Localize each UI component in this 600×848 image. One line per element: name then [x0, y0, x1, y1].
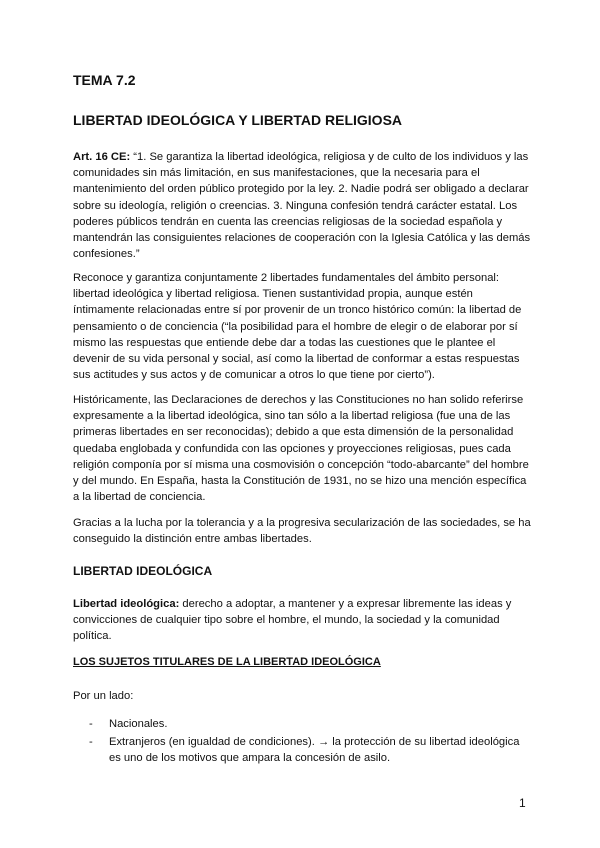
subsection-title: LIBERTAD IDEOLÓGICA [73, 564, 213, 578]
dash-bullet: - [89, 718, 93, 730]
paragraph-recognition: Reconoce y garantiza conjuntamente 2 libertades fundamentales del ámbito personal: libertad ideológica y libertad religiosa. Tienen sustantividad propia, aunque estén íntimamente relacionadas entre sí por provenir de un tronco histórico común: la libertad de pensamiento o de conciencia (“la posibilidad para el hombre de elegir o de elaborar por sí mismo las respuestas que entiende debe dar a todas las cuestiones que le plantee el devenir de su vida personal y social, así como la libertad de conformar a estas respuestas sus actitudes y sus actos y de comunicar a otros lo que tiene por cierto”). [73, 272, 522, 382]
list-item [73, 734, 531, 766]
dash-bullet: - [89, 736, 93, 749]
list-item-text: Extranjeros (en igualdad de condiciones). → la protección de su libertad ideológica es uno de los motivos que ampara la concesión de asilo. [109, 736, 520, 765]
paragraph-history: Históricamente, las Declaraciones de derechos y las Constituciones no han solido referirse expresamente a la libertad ideológica, sino tan sólo a la libertad religiosa (fue una de las primeras libertades en ser reconocidas); debido a que esta dimensión de la personalidad quedaba englobada y confundida con las opciones y proyecciones religiosas, pues cada religión componía por sí misma una cosmovisión o concepción “todo-abarcante” del hombre y del mundo. En España, hasta la Constitución de 1931, no se hizo una mención específica a la libertad de conciencia. [73, 394, 529, 504]
subjects-list [73, 716, 531, 767]
paragraph-distinction: Gracias a la lucha por la tolerancia y a la progresiva secularización de las sociedades, se ha conseguido la distinción entre ambas libertades. [73, 517, 531, 546]
article-paragraph [73, 149, 531, 262]
page-number: 1 [519, 796, 526, 810]
list-item [73, 716, 531, 732]
subjects-heading: LOS SUJETOS TITULARES DE LA LIBERTAD IDEOLÓGICA [73, 656, 381, 668]
definition-paragraph [73, 596, 531, 645]
section-title: LIBERTAD IDEOLÓGICA Y LIBERTAD RELIGIOSA [73, 112, 403, 128]
intro-line: Por un lado: [73, 690, 134, 702]
definition-text: derecho a adoptar, a mantener y a expresar libremente las ideas y convicciones de cualquier tipo sobre el hombre, el mundo, la sociedad y la comunidad política. [73, 598, 512, 643]
list-item-text: Nacionales. [109, 718, 168, 730]
definition-label: Libertad ideológica: [73, 598, 180, 610]
article-label: Art. 16 CE: [73, 151, 131, 163]
topic-heading: TEMA 7.2 [73, 72, 136, 88]
article-text: “1. Se garantiza la libertad ideológica, religiosa y de culto de los individuos y las comunidades sin más limitación, en sus manifestaciones, que la necesaria para el mantenimiento del orden público protegido por la ley. 2. Nadie podrá ser obligado a declarar sobre su ideología, religión o creencias. 3. Ninguna confesión tendrá carácter estatal. Los poderes públicos tendrán en cuenta las creencias religiosas de la sociedad española y mantendrán las consiguientes relaciones de cooperación con la Iglesia Católica y las demás confesiones.” [73, 151, 531, 261]
